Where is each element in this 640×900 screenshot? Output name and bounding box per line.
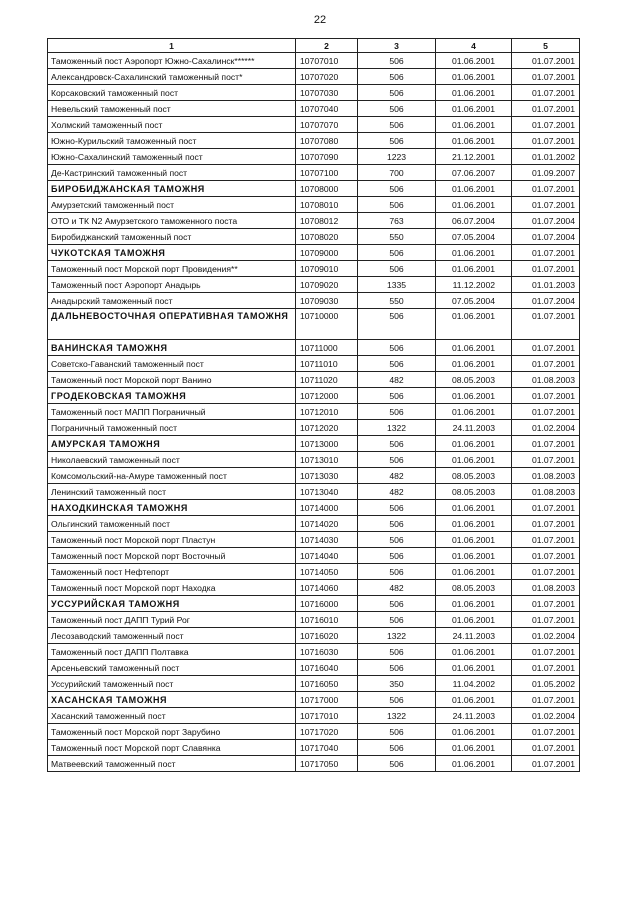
table-row [48,628,580,644]
effective-date-cell: 01.07.2001 [512,388,580,404]
order-number-cell: 506 [358,133,436,149]
table-row [48,420,580,436]
order-date-cell: 07.05.2004 [436,293,512,309]
post-name-cell: Александровск-Сахалинский таможенный пост* [48,69,296,85]
order-date-cell: 24.11.2003 [436,708,512,724]
post-name-cell: ОТО и ТК N2 Амурзетского таможенного поста [48,213,296,229]
post-name-cell: УССУРИЙСКАЯ ТАМОЖНЯ [48,596,296,612]
table-row [48,53,580,69]
table-row [48,69,580,85]
post-name-cell: Уссурийский таможенный пост [48,676,296,692]
effective-date-cell: 01.09.2007 [512,165,580,181]
effective-date-cell: 01.07.2001 [512,133,580,149]
post-code-cell: 10708020 [296,229,358,245]
order-date-cell: 01.06.2001 [436,117,512,133]
table-row [48,149,580,165]
customs-office-row [48,340,580,356]
order-date-cell: 01.06.2001 [436,436,512,452]
post-code-cell: 10712000 [296,388,358,404]
order-date-cell: 08.05.2003 [436,372,512,388]
post-name-cell: Анадырский таможенный пост [48,293,296,309]
effective-date-cell: 01.08.2003 [512,484,580,500]
order-date-cell: 01.06.2001 [436,181,512,197]
post-code-cell: 10716000 [296,596,358,612]
order-date-cell: 01.06.2001 [436,53,512,69]
order-number-cell: 506 [358,261,436,277]
effective-date-cell: 01.07.2001 [512,740,580,756]
table-row [48,612,580,628]
page-number: 22 [313,14,327,26]
order-number-cell: 506 [358,53,436,69]
effective-date-cell: 01.07.2001 [512,340,580,356]
order-number-cell: 482 [358,580,436,596]
post-name-cell: Таможенный пост Морской порт Восточный [48,548,296,564]
effective-date-cell: 01.07.2001 [512,516,580,532]
table-row [48,117,580,133]
table-row [48,676,580,692]
order-number-cell: 506 [358,756,436,772]
order-date-cell: 01.06.2001 [436,500,512,516]
post-name-cell: Пограничный таможенный пост [48,420,296,436]
effective-date-cell: 01.07.2001 [512,500,580,516]
order-date-cell: 24.11.2003 [436,420,512,436]
order-number-cell: 506 [358,724,436,740]
order-number-cell: 482 [358,484,436,500]
order-date-cell: 24.11.2003 [436,628,512,644]
post-name-cell: Южно-Курильский таможенный пост [48,133,296,149]
effective-date-cell: 01.01.2002 [512,149,580,165]
table-row [48,229,580,245]
table-row [48,452,580,468]
post-name-cell: ДАЛЬНЕВОСТОЧНАЯ ОПЕРАТИВНАЯ ТАМОЖНЯ [48,309,296,340]
post-code-cell: 10717050 [296,756,358,772]
order-number-cell: 506 [358,564,436,580]
post-name-cell: Таможенный пост ДАПП Полтавка [48,644,296,660]
effective-date-cell: 01.07.2001 [512,85,580,101]
order-number-cell: 482 [358,372,436,388]
post-code-cell: 10710000 [296,309,358,340]
table-row [48,372,580,388]
order-number-cell: 506 [358,197,436,213]
table-row [48,724,580,740]
effective-date-cell: 01.07.2001 [512,452,580,468]
effective-date-cell: 01.02.2004 [512,628,580,644]
post-name-cell: ЧУКОТСКАЯ ТАМОЖНЯ [48,245,296,261]
post-code-cell: 10707020 [296,69,358,85]
effective-date-cell: 01.07.2001 [512,436,580,452]
order-number-cell: 1322 [358,708,436,724]
post-name-cell: Таможенный пост Морской порт Ванино [48,372,296,388]
order-date-cell: 01.06.2001 [436,692,512,708]
table-row [48,356,580,372]
table-row [48,660,580,676]
order-number-cell: 506 [358,356,436,372]
order-number-cell: 1223 [358,149,436,165]
order-number-cell: 506 [358,452,436,468]
post-code-cell: 10707030 [296,85,358,101]
order-date-cell: 01.06.2001 [436,309,512,340]
effective-date-cell: 01.01.2003 [512,277,580,293]
effective-date-cell: 01.07.2001 [512,660,580,676]
table-row [48,293,580,309]
post-code-cell: 10716030 [296,644,358,660]
customs-posts-table [47,38,580,772]
column-header-row [48,39,580,53]
post-name-cell: Таможенный пост Морской порт Славянка [48,740,296,756]
post-code-cell: 10716040 [296,660,358,676]
table-row [48,468,580,484]
post-name-cell: Ленинский таможенный пост [48,484,296,500]
column-header-5: 5 [512,39,580,53]
order-date-cell: 01.06.2001 [436,660,512,676]
order-number-cell: 506 [358,660,436,676]
effective-date-cell: 01.07.2001 [512,53,580,69]
order-date-cell: 07.05.2004 [436,229,512,245]
post-code-cell: 10707070 [296,117,358,133]
post-code-cell: 10717020 [296,724,358,740]
post-name-cell: ГРОДЕКОВСКАЯ ТАМОЖНЯ [48,388,296,404]
effective-date-cell: 01.07.2001 [512,69,580,85]
post-name-cell: Комсомольский-на-Амуре таможенный пост [48,468,296,484]
effective-date-cell: 01.07.2001 [512,197,580,213]
effective-date-cell: 01.05.2002 [512,676,580,692]
effective-date-cell: 01.07.2001 [512,404,580,420]
effective-date-cell: 01.07.2001 [512,564,580,580]
post-code-cell: 10707010 [296,53,358,69]
effective-date-cell: 01.08.2003 [512,468,580,484]
table-row [48,756,580,772]
effective-date-cell: 01.07.2004 [512,213,580,229]
effective-date-cell: 01.07.2001 [512,756,580,772]
post-name-cell: Хасанский таможенный пост [48,708,296,724]
order-date-cell: 01.06.2001 [436,197,512,213]
effective-date-cell: 01.07.2001 [512,612,580,628]
order-number-cell: 506 [358,436,436,452]
order-date-cell: 01.06.2001 [436,548,512,564]
post-name-cell: Биробиджанский таможенный пост [48,229,296,245]
effective-date-cell: 01.07.2004 [512,229,580,245]
effective-date-cell: 01.07.2001 [512,309,580,340]
table-row [48,644,580,660]
order-date-cell: 01.06.2001 [436,644,512,660]
order-number-cell: 506 [358,117,436,133]
post-code-cell: 10711000 [296,340,358,356]
post-name-cell: Южно-Сахалинский таможенный пост [48,149,296,165]
order-number-cell: 506 [358,516,436,532]
post-code-cell: 10707040 [296,101,358,117]
order-number-cell: 506 [358,85,436,101]
table-row [48,101,580,117]
post-name-cell: АМУРСКАЯ ТАМОЖНЯ [48,436,296,452]
column-header-4: 4 [436,39,512,53]
order-date-cell: 01.06.2001 [436,388,512,404]
post-code-cell: 10707080 [296,133,358,149]
post-code-cell: 10714030 [296,532,358,548]
order-number-cell: 506 [358,245,436,261]
post-code-cell: 10707090 [296,149,358,165]
effective-date-cell: 01.07.2001 [512,356,580,372]
effective-date-cell: 01.02.2004 [512,708,580,724]
table-row [48,197,580,213]
order-date-cell: 01.06.2001 [436,612,512,628]
post-code-cell: 10709020 [296,277,358,293]
post-name-cell: Лесозаводский таможенный пост [48,628,296,644]
post-code-cell: 10707100 [296,165,358,181]
table-row [48,580,580,596]
order-date-cell: 01.06.2001 [436,356,512,372]
effective-date-cell: 01.07.2001 [512,692,580,708]
effective-date-cell: 01.07.2001 [512,181,580,197]
order-date-cell: 01.06.2001 [436,245,512,261]
customs-office-row [48,500,580,516]
post-code-cell: 10714000 [296,500,358,516]
post-code-cell: 10714050 [296,564,358,580]
order-date-cell: 11.12.2002 [436,277,512,293]
order-number-cell: 700 [358,165,436,181]
post-code-cell: 10714060 [296,580,358,596]
post-name-cell: Николаевский таможенный пост [48,452,296,468]
post-code-cell: 10708000 [296,181,358,197]
order-number-cell: 506 [358,388,436,404]
post-name-cell: Невельский таможенный пост [48,101,296,117]
post-code-cell: 10713040 [296,484,358,500]
post-name-cell: Амурзетский таможенный пост [48,197,296,213]
column-header-3: 3 [358,39,436,53]
post-code-cell: 10711010 [296,356,358,372]
customs-office-row [48,436,580,452]
post-code-cell: 10714020 [296,516,358,532]
table-row [48,484,580,500]
post-code-cell: 10709010 [296,261,358,277]
post-name-cell: Холмский таможенный пост [48,117,296,133]
customs-office-row [48,309,580,340]
order-number-cell: 506 [358,309,436,340]
post-name-cell: Таможенный пост Морской порт Пластун [48,532,296,548]
post-name-cell: Таможенный пост Морской порт Находка [48,580,296,596]
post-name-cell: Де-Кастринский таможенный пост [48,165,296,181]
post-name-cell: ХАСАНСКАЯ ТАМОЖНЯ [48,692,296,708]
effective-date-cell: 01.07.2001 [512,596,580,612]
order-date-cell: 01.06.2001 [436,261,512,277]
post-name-cell: Корсаковский таможенный пост [48,85,296,101]
table-row [48,261,580,277]
post-name-cell: Матвеевский таможенный пост [48,756,296,772]
order-date-cell: 07.06.2007 [436,165,512,181]
effective-date-cell: 01.02.2004 [512,420,580,436]
order-number-cell: 506 [358,500,436,516]
table-body [48,53,580,772]
order-number-cell: 506 [358,181,436,197]
post-code-cell: 10717010 [296,708,358,724]
order-number-cell: 506 [358,101,436,117]
table-row [48,404,580,420]
order-date-cell: 01.06.2001 [436,404,512,420]
post-code-cell: 10708012 [296,213,358,229]
order-date-cell: 06.07.2004 [436,213,512,229]
order-date-cell: 08.05.2003 [436,484,512,500]
post-name-cell: ВАНИНСКАЯ ТАМОЖНЯ [48,340,296,356]
customs-office-row [48,596,580,612]
post-code-cell: 10713010 [296,452,358,468]
order-number-cell: 482 [358,468,436,484]
table-row [48,564,580,580]
order-date-cell: 01.06.2001 [436,740,512,756]
post-code-cell: 10712020 [296,420,358,436]
customs-office-row [48,181,580,197]
effective-date-cell: 01.07.2001 [512,724,580,740]
order-date-cell: 01.06.2001 [436,596,512,612]
post-name-cell: Советско-Гаванский таможенный пост [48,356,296,372]
order-number-cell: 506 [358,532,436,548]
order-number-cell: 506 [358,69,436,85]
table-row [48,277,580,293]
order-date-cell: 21.12.2001 [436,149,512,165]
post-name-cell: Таможенный пост Аэропорт Анадырь [48,277,296,293]
order-number-cell: 1335 [358,277,436,293]
post-name-cell: Таможенный пост МАПП Пограничный [48,404,296,420]
post-name-cell: Ольгинский таможенный пост [48,516,296,532]
order-number-cell: 506 [358,404,436,420]
order-date-cell: 01.06.2001 [436,69,512,85]
column-header-1: 1 [48,39,296,53]
column-header-2: 2 [296,39,358,53]
effective-date-cell: 01.07.2001 [512,261,580,277]
post-name-cell: Арсеньевский таможенный пост [48,660,296,676]
effective-date-cell: 01.08.2003 [512,580,580,596]
table-row [48,532,580,548]
post-name-cell: Таможенный пост Морской порт Зарубино [48,724,296,740]
effective-date-cell: 01.07.2004 [512,293,580,309]
post-code-cell: 10717040 [296,740,358,756]
order-date-cell: 01.06.2001 [436,564,512,580]
post-name-cell: БИРОБИДЖАНСКАЯ ТАМОЖНЯ [48,181,296,197]
post-code-cell: 10709030 [296,293,358,309]
order-date-cell: 01.06.2001 [436,516,512,532]
order-date-cell: 11.04.2002 [436,676,512,692]
order-date-cell: 01.06.2001 [436,85,512,101]
order-date-cell: 01.06.2001 [436,101,512,117]
customs-office-row [48,388,580,404]
order-number-cell: 350 [358,676,436,692]
customs-office-row [48,692,580,708]
post-name-cell: НАХОДКИНСКАЯ ТАМОЖНЯ [48,500,296,516]
post-code-cell: 10716050 [296,676,358,692]
customs-office-row [48,245,580,261]
effective-date-cell: 01.08.2003 [512,372,580,388]
order-number-cell: 763 [358,213,436,229]
order-number-cell: 1322 [358,628,436,644]
table-row [48,740,580,756]
post-code-cell: 10716020 [296,628,358,644]
order-number-cell: 550 [358,293,436,309]
order-date-cell: 01.06.2001 [436,724,512,740]
table-row [48,165,580,181]
order-date-cell: 01.06.2001 [436,756,512,772]
post-code-cell: 10713000 [296,436,358,452]
post-name-cell: Таможенный пост Аэропорт Южно-Сахалинск****** [48,53,296,69]
order-date-cell: 01.06.2001 [436,340,512,356]
post-name-cell: Таможенный пост ДАПП Турий Рог [48,612,296,628]
effective-date-cell: 01.07.2001 [512,532,580,548]
order-number-cell: 506 [358,644,436,660]
order-number-cell: 506 [358,340,436,356]
order-number-cell: 1322 [358,420,436,436]
post-code-cell: 10714040 [296,548,358,564]
post-code-cell: 10711020 [296,372,358,388]
post-code-cell: 10708010 [296,197,358,213]
order-number-cell: 506 [358,548,436,564]
table-row [48,516,580,532]
order-date-cell: 01.06.2001 [436,452,512,468]
table-row [48,708,580,724]
effective-date-cell: 01.07.2001 [512,548,580,564]
order-date-cell: 08.05.2003 [436,580,512,596]
post-code-cell: 10717000 [296,692,358,708]
post-code-cell: 10712010 [296,404,358,420]
table-row [48,85,580,101]
post-name-cell: Таможенный пост Морской порт Провидения** [48,261,296,277]
order-number-cell: 506 [358,692,436,708]
order-number-cell: 506 [358,740,436,756]
post-code-cell: 10713030 [296,468,358,484]
order-date-cell: 08.05.2003 [436,468,512,484]
table-row [48,213,580,229]
table-row [48,548,580,564]
order-number-cell: 550 [358,229,436,245]
effective-date-cell: 01.07.2001 [512,101,580,117]
order-number-cell: 506 [358,596,436,612]
post-code-cell: 10709000 [296,245,358,261]
post-name-cell: Таможенный пост Нефтепорт [48,564,296,580]
effective-date-cell: 01.07.2001 [512,644,580,660]
effective-date-cell: 01.07.2001 [512,117,580,133]
order-date-cell: 01.06.2001 [436,532,512,548]
effective-date-cell: 01.07.2001 [512,245,580,261]
order-date-cell: 01.06.2001 [436,133,512,149]
post-code-cell: 10716010 [296,612,358,628]
order-number-cell: 506 [358,612,436,628]
table-row [48,133,580,149]
